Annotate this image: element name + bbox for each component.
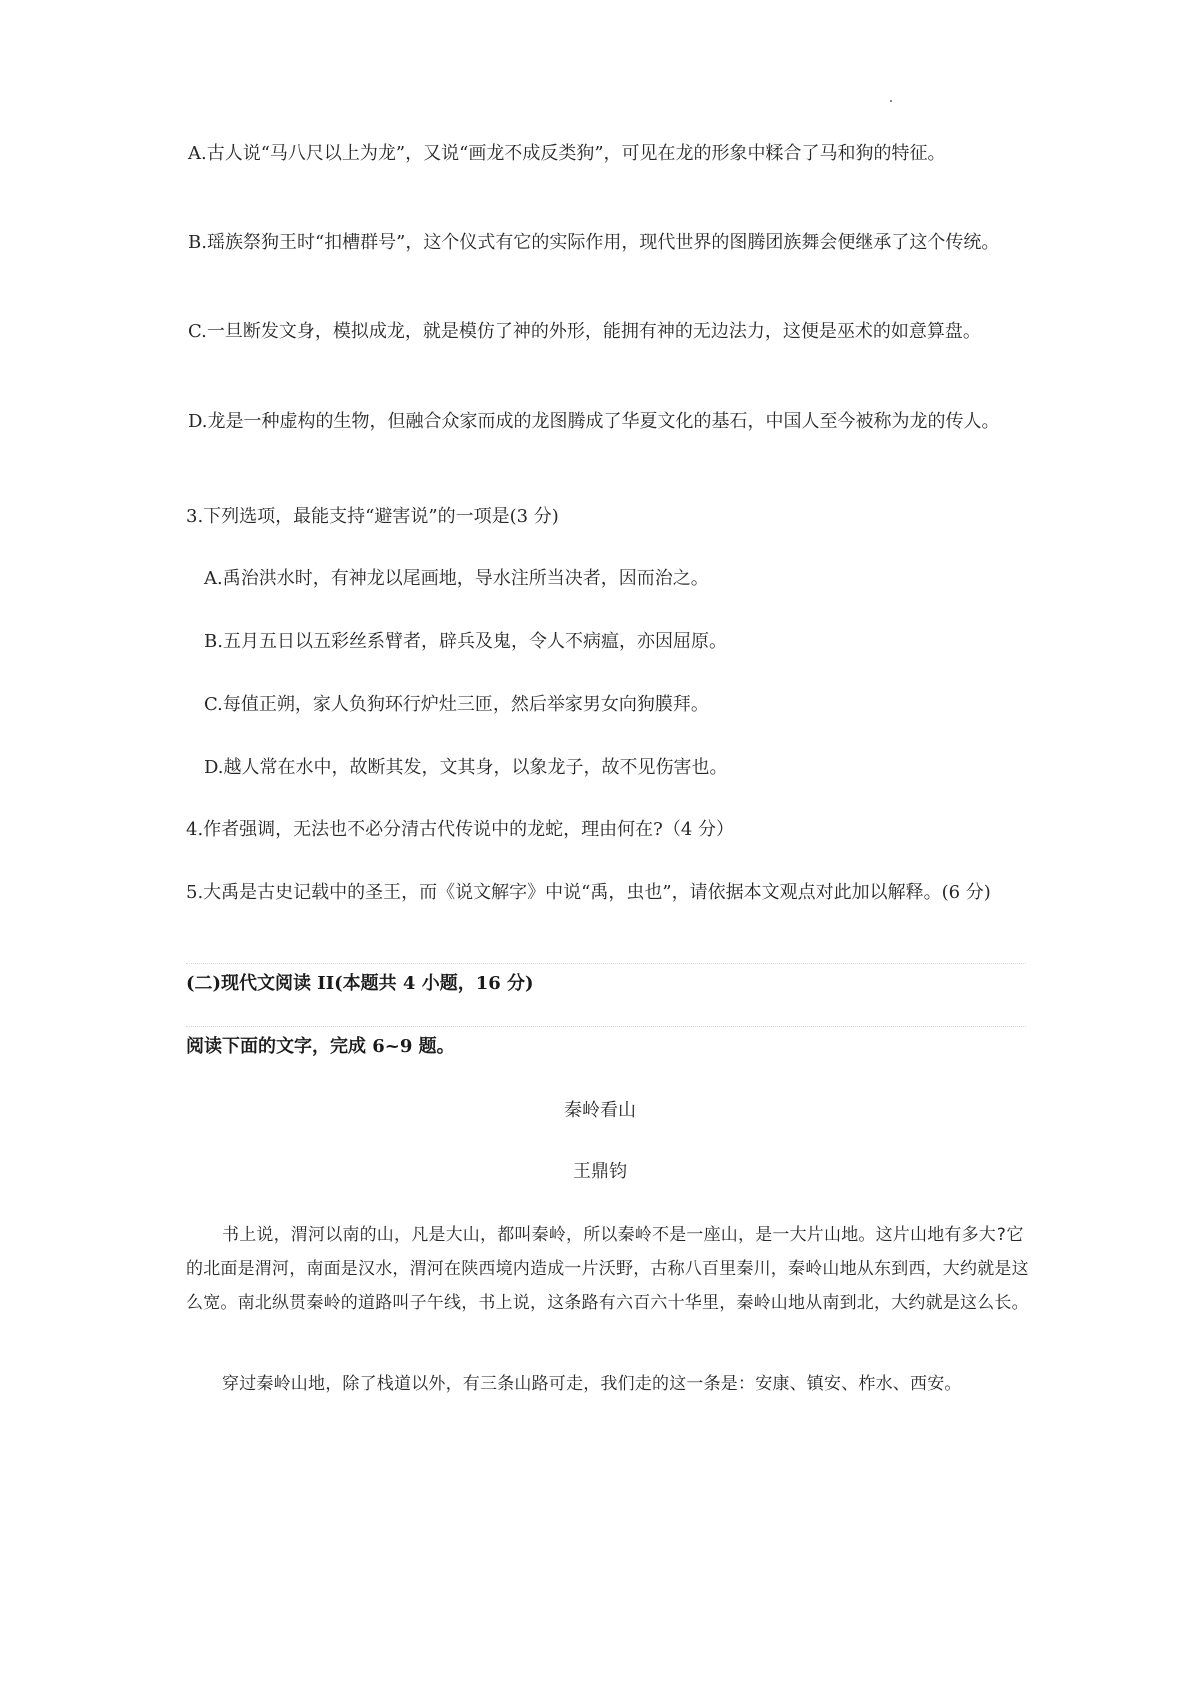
question-4: 4.作者强调，无法也不必分清古代传说中的龙蛇，理由何在?（4 分） bbox=[186, 819, 734, 840]
q2-option-a bbox=[188, 137, 1024, 171]
divider bbox=[186, 963, 1026, 964]
section-heading: (二)现代文阅读 II(本题共 4 小题，16 分) bbox=[186, 973, 534, 994]
q2-option-d-text: D.龙是一种虚构的生物，但融合众家而成的龙图腾成了华夏文化的基石，中国人至今被称为龙的传人。 bbox=[188, 411, 1000, 432]
q3-option-b: B.五月五日以五彩丝系臂者，辟兵及鬼，令人不病瘟，亦因屈原。 bbox=[204, 631, 727, 652]
q2-option-d bbox=[188, 405, 1024, 439]
q3-option-d: D.越人常在水中，故断其发，文其身，以象龙子，故不见伤害也。 bbox=[204, 757, 728, 778]
q2-option-b bbox=[188, 226, 1024, 260]
article-title: 秦岭看山 bbox=[564, 1100, 636, 1121]
article-paragraph-1: 书上说，渭河以南的山，凡是大山，都叫秦岭，所以秦岭不是一座山，是一大片山地。这片山地有多大?它的北面是渭河，南面是汉水，渭河在陕西境内造成一片沃野，古称八百里秦川，秦岭山地从东到西，大约就是这么宽。南北纵贯秦岭的道路叫子午线，书上说，这条路有六百六十华里，秦岭山地从南到北，大约就是这么长。 bbox=[186, 1225, 1029, 1313]
q2-option-a-text: A.古人说“马八尺以上为龙”，又说“画龙不成反类狗”，可见在龙的形象中糅合了马和狗的特征。 bbox=[188, 143, 946, 164]
q3-option-c: C.每值正朔，家人负狗环行炉灶三匝，然后举家男女向狗膜拜。 bbox=[204, 694, 709, 715]
question-3: 3.下列选项，最能支持“避害说”的一项是(3 分) bbox=[186, 506, 559, 527]
q3-option-a: A.禹治洪水时，有神龙以尾画地，导水注所当决者，因而治之。 bbox=[204, 568, 709, 589]
article-paragraph-2: 穿过秦岭山地，除了栈道以外，有三条山路可走，我们走的这一条是：安康、镇安、柞水、西安。 bbox=[222, 1374, 962, 1394]
scan-speck bbox=[890, 100, 892, 102]
divider bbox=[186, 1026, 1026, 1027]
question-5: 5.大禹是古史记载中的圣王，而《说文解字》中说“禹，虫也”，请依据本文观点对此加以解释。(6 分) bbox=[186, 882, 991, 903]
q2-option-c bbox=[188, 315, 1024, 349]
article-author: 王鼎钧 bbox=[573, 1161, 627, 1182]
q2-option-b-text: B.瑶族祭狗王时“扣槽群号”，这个仪式有它的实际作用，现代世界的图腾团族舞会便继承了这个传统。 bbox=[188, 232, 1000, 253]
q2-option-c-text: C.一旦断发文身，模拟成龙，就是模仿了神的外形，能拥有神的无边法力，这便是巫术的如意算盘。 bbox=[188, 321, 981, 342]
reading-instruction: 阅读下面的文字，完成 6~9 题。 bbox=[186, 1036, 455, 1057]
